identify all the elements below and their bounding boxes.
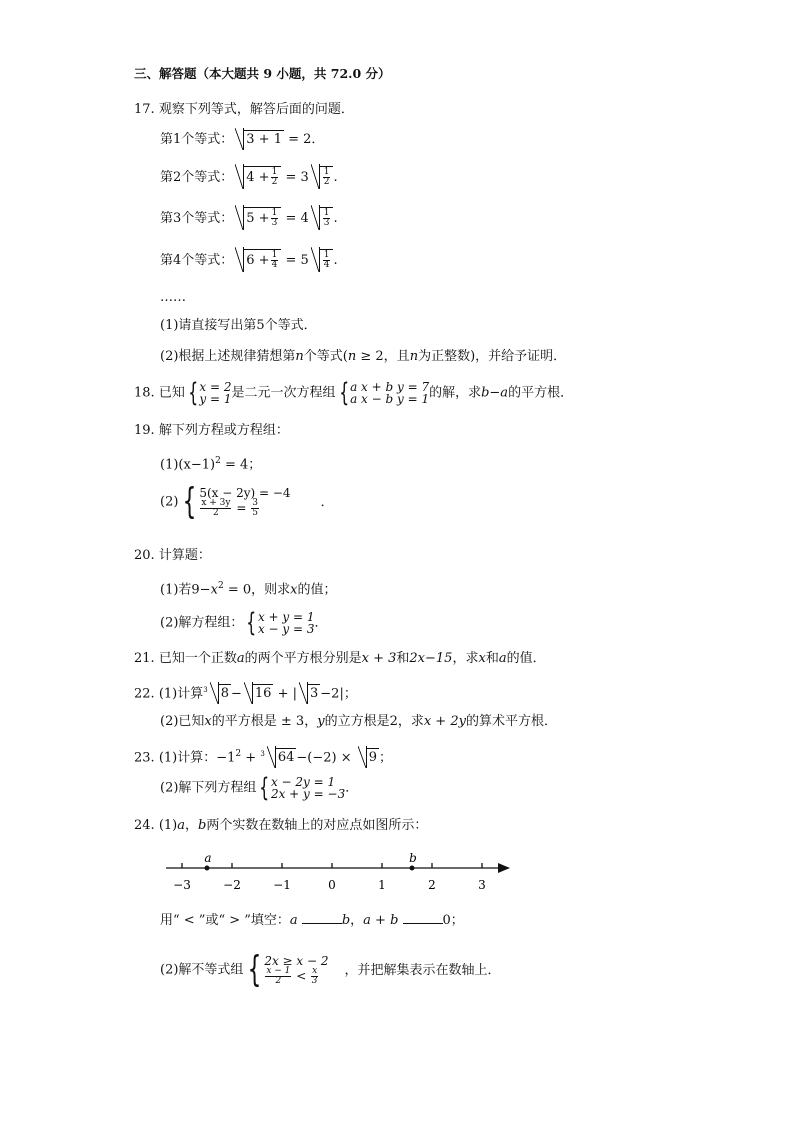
section-title: 三、解答题（本大题共 9 小题，共 72.0 分） — [134, 66, 391, 81]
number-line — [160, 846, 520, 896]
tick-label-3: 0 — [328, 878, 336, 892]
point-a — [205, 866, 210, 871]
q23-part2: (2)解下列方程组 { x − 2y = 1 2x + y = −3 ． — [160, 773, 359, 803]
q19-part1: $(1)(x-1)^2 = 4$； — [160, 456, 262, 473]
q17-stem: 17. 观察下列等式，解答后面的问题． — [134, 102, 354, 117]
q24-fill: 用“ < ”或“ > ”填空：a b，a + b 0； — [160, 913, 464, 928]
q23-part1: 23. (1)计算：$-1^2 + ^3$ 64 −(−2) × 9 ； — [134, 749, 393, 766]
q20-part2: (2)解方程组： { x + y = 1 x − y = 3 ． — [160, 608, 328, 638]
q19-stem: 19. 解下列方程或方程组： — [134, 423, 289, 438]
q17-ellipsis: …… — [160, 290, 186, 305]
tick-label-1: −2 — [223, 878, 241, 892]
q18: 18. 已知 { x = 2 y = 1 是二元一次方程组 { a x + b y = 7 a x − b y = 1 的解，求b−a的平方根． — [134, 378, 574, 408]
q24-part1: 24. (1)a，b两个实数在数轴上的对应点如图所示： — [134, 818, 428, 833]
point-label-b: b — [409, 851, 417, 865]
q22-part1: 22. (1)计算$^3$ 8 − 16 + | 3 −2|； — [134, 686, 357, 702]
q17-part2: (2)根据上述规律猜想第n个等式(n ≥ 2，且n为正整数)，并给予证明． — [160, 349, 567, 364]
tick-label-4: 1 — [378, 878, 386, 892]
q21: 21. 已知一个正数a的两个平方根分别是x + 3和2x−15，求x和a的值． — [134, 651, 546, 666]
q22-part2: (2)已知x的平方根是 ± 3，y的立方根是2，求x + 2y的算术平方根． — [160, 714, 557, 729]
q20-part1: (1)若$9-x^2 = 0$，则求x的值； — [160, 581, 337, 598]
tick-label-6: 3 — [478, 878, 486, 892]
q20-stem: 20. 计算题： — [134, 548, 211, 563]
blank-2[interactable] — [403, 911, 443, 924]
blank-1[interactable] — [302, 911, 342, 924]
tick-label-2: −1 — [273, 878, 291, 892]
tick-label-0: −3 — [173, 878, 191, 892]
q17-eq4: 第4个等式： 6 + $\frac{1}{4}$ = 5 $\frac{1}{4}$ . — [160, 250, 338, 270]
q24-part2: (2)解不等式组 { 2x ≥ x − 2 $\frac{x - 1}{2}$ < $\frac{x}{3}$ ，并把解集表示在数轴上． — [160, 949, 501, 990]
q17-eq2: 第2个等式： 4 + $\frac{1}{2}$ = 3 $\frac{1}{2}$ . — [160, 167, 338, 187]
axis-arrow-icon — [498, 863, 510, 873]
point-label-a: a — [204, 851, 212, 865]
point-b — [410, 866, 415, 871]
tick-label-5: 2 — [428, 878, 436, 892]
q19-part2: (2) { 5(x − 2y) = −4 $\frac{x + 3y}{2}$ = $\frac{3}{5}$ ． — [160, 481, 334, 522]
q17-eq3: 第3个等式： 5 + $\frac{1}{3}$ = 4 $\frac{1}{3}$ . — [160, 208, 338, 228]
q17-part1: (1)请直接写出第5个等式． — [160, 318, 317, 333]
q17-eq1: 第1个等式： 3 + 1 = 2． — [160, 132, 325, 147]
